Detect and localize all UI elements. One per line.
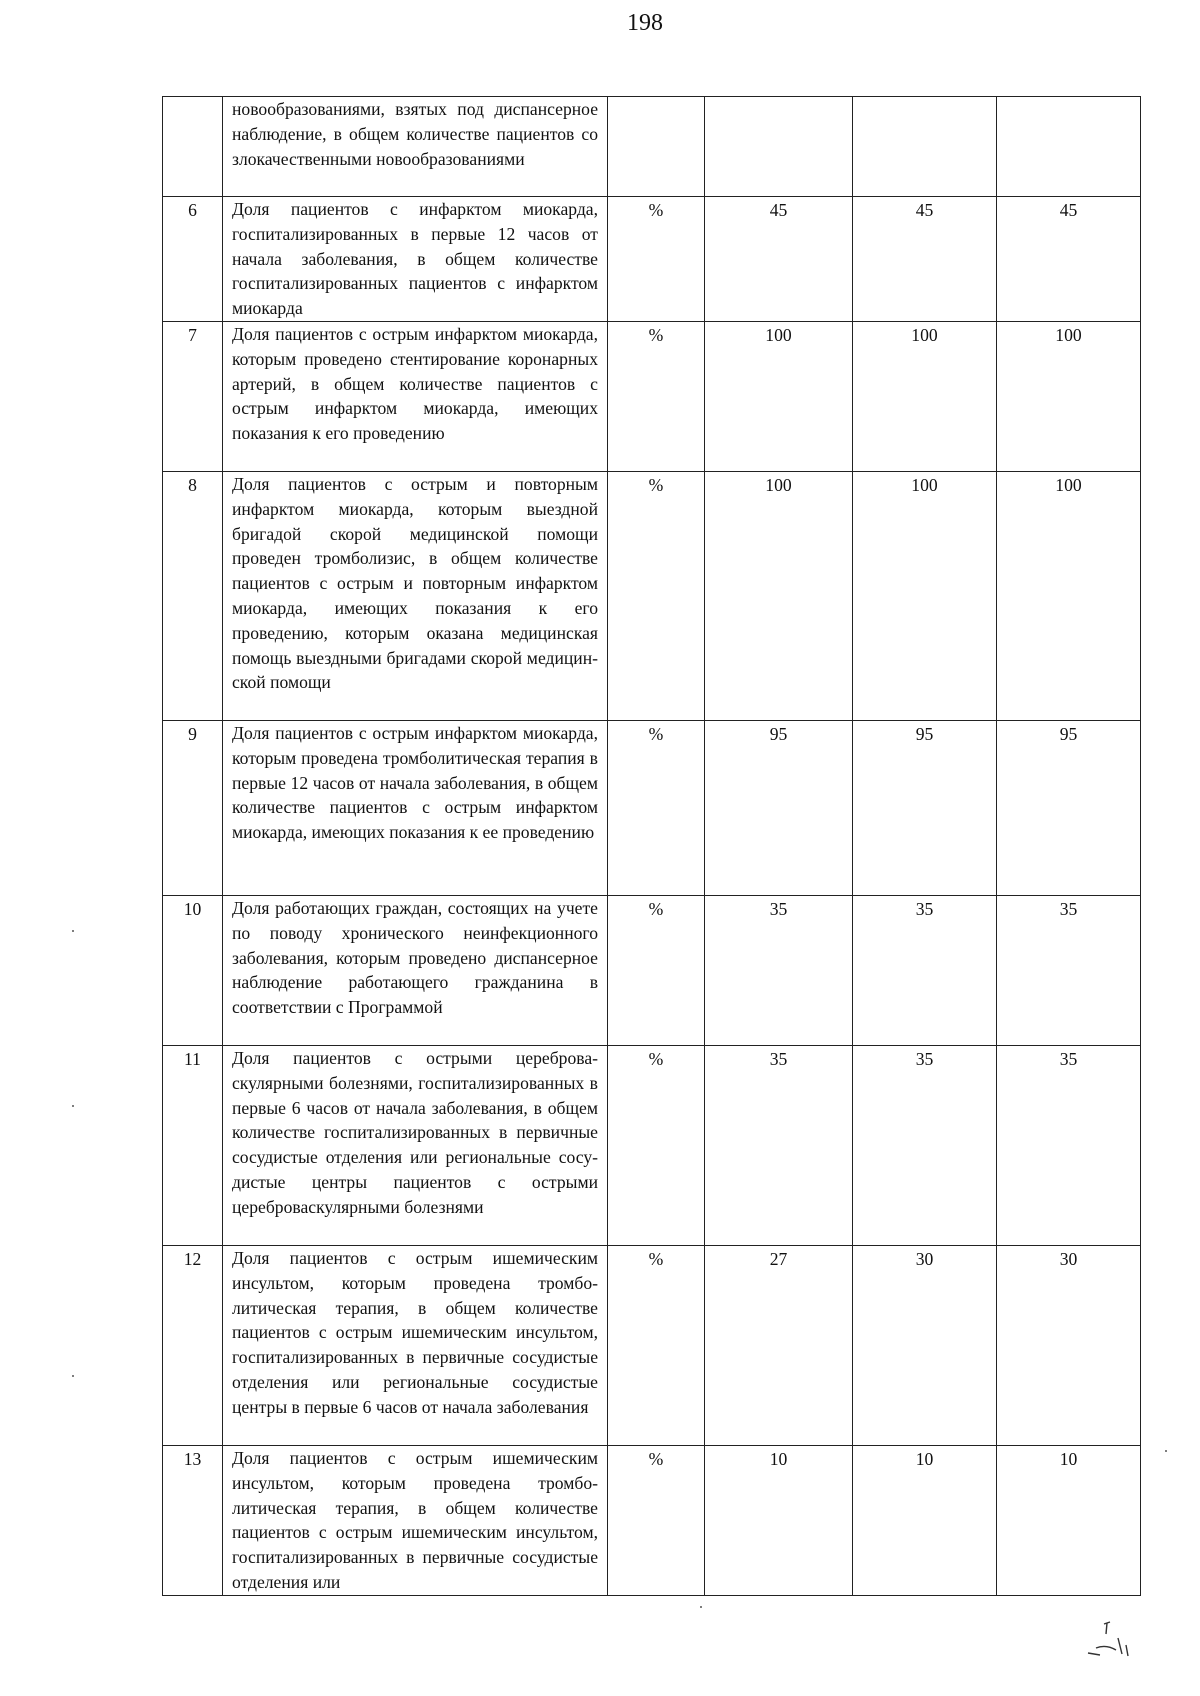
value-cell-2: 10 (853, 1446, 997, 1596)
scan-dot (72, 930, 74, 932)
value-cell-3 (997, 97, 1141, 197)
unit-cell (608, 97, 705, 197)
value-cell-3: 35 (997, 1046, 1141, 1246)
table-row (163, 1246, 1141, 1446)
indicator-description: Доля пациентов с острым ишемическим инсультом, которым проведена тромболитическая терапия, в общем количестве пациентов с острым ишемическим инсультом, госпитализированных в первичные сосудистые отделения или региональные сосудистые центры в первые 6 часов от начала заболевания (223, 1246, 608, 1446)
value-cell-1: 35 (705, 1046, 853, 1246)
value-cell-3: 100 (997, 472, 1141, 721)
value-cell-2 (853, 97, 997, 197)
table-row (163, 322, 1141, 472)
table-row (163, 1046, 1141, 1246)
value-cell-1: 100 (705, 322, 853, 472)
unit-cell: % (608, 197, 705, 322)
row-number (163, 97, 223, 197)
value-cell-2: 95 (853, 721, 997, 896)
page-number: 198 (627, 10, 663, 36)
unit-cell: % (608, 472, 705, 721)
value-cell-3: 95 (997, 721, 1141, 896)
scan-artifact-mark (1066, 1620, 1136, 1660)
unit-cell: % (608, 721, 705, 896)
table-row (163, 721, 1141, 896)
value-cell-1: 95 (705, 721, 853, 896)
value-cell-2: 30 (853, 1246, 997, 1446)
row-number: 10 (163, 896, 223, 1046)
value-cell-3: 45 (997, 197, 1141, 322)
scan-dot (72, 1105, 74, 1107)
row-number: 11 (163, 1046, 223, 1246)
indicator-description: новообразованиями, взятых под диспансерное наблюдение, в общем количестве пациентов со злокачественными новообразованиями (223, 97, 608, 197)
value-cell-2: 100 (853, 472, 997, 721)
unit-cell: % (608, 322, 705, 472)
unit-cell: % (608, 1046, 705, 1246)
unit-cell: % (608, 896, 705, 1046)
unit-cell: % (608, 1246, 705, 1446)
row-number: 8 (163, 472, 223, 721)
value-cell-3: 10 (997, 1446, 1141, 1596)
scan-dot (700, 1606, 702, 1608)
value-cell-2: 35 (853, 896, 997, 1046)
scan-dot (72, 1375, 74, 1377)
table-row (163, 197, 1141, 322)
table-row (163, 896, 1141, 1046)
value-cell-2: 45 (853, 197, 997, 322)
value-cell-1: 10 (705, 1446, 853, 1596)
value-cell-1: 35 (705, 896, 853, 1046)
value-cell-3: 100 (997, 322, 1141, 472)
value-cell-1: 27 (705, 1246, 853, 1446)
indicator-description: Доля пациентов с острыми цереброваскулярными болезнями, госпитализированных в первые 6 часов от начала заболевания, в общем количестве госпитализированных в первичные сосудистые отделения или региональные сосудистые центры пациентов с острыми цереброваскулярными болезнями (223, 1046, 608, 1246)
row-number: 6 (163, 197, 223, 322)
unit-cell: % (608, 1446, 705, 1596)
value-cell-2: 100 (853, 322, 997, 472)
indicators-table (162, 96, 1141, 1596)
value-cell-3: 30 (997, 1246, 1141, 1446)
row-number: 12 (163, 1246, 223, 1446)
value-cell-3: 35 (997, 896, 1141, 1046)
row-number: 13 (163, 1446, 223, 1596)
indicator-description: Доля пациентов с острым ишемическим инсультом, которым проведена тромболитическая терапия, в общем количестве пациентов с острым ишемическим инсультом, госпитализированных в первичные сосудистые отделения или (223, 1446, 608, 1596)
indicator-description: Доля работающих граждан, состоящих на учете по поводу хронического неинфекционного заболевания, которым проведено диспансерное наблюдение работающего гражданина в соответствии с Программой (223, 896, 608, 1046)
value-cell-2: 35 (853, 1046, 997, 1246)
table-row (163, 97, 1141, 197)
value-cell-1: 100 (705, 472, 853, 721)
indicator-description: Доля пациентов с острым и повторным инфарктом миокарда, которым выездной бригадой скорой медицинской помощи проведен тромболизис, в общем количестве пациентов с острым и повторным инфарктом миокарда, имеющих показания к его проведению, которым оказана медицинская помощь выездными бригадами скорой медицинской помощи (223, 472, 608, 721)
table-row (163, 1446, 1141, 1596)
indicator-description: Доля пациентов с инфарктом миокарда, госпитализированных в первые 12 часов от начала заболевания, в общем количестве госпитализированных пациентов с инфарктом миокарда (223, 197, 608, 322)
row-number: 9 (163, 721, 223, 896)
value-cell-1: 45 (705, 197, 853, 322)
table-row (163, 472, 1141, 721)
scan-dot (1165, 1450, 1167, 1452)
indicator-description: Доля пациентов с острым инфарктом миокарда, которым проведено стентирование коронарных артерий, в общем количестве пациентов с острым инфарктом миокарда, имеющих показания к его проведению (223, 322, 608, 472)
indicator-description: Доля пациентов с острым инфарктом миокарда, которым проведена тромболитическая терапия в первые 12 часов от начала заболевания, в общем количестве пациентов с острым инфарктом миокарда, имеющих показания к ее проведению (223, 721, 608, 896)
row-number: 7 (163, 322, 223, 472)
value-cell-1 (705, 97, 853, 197)
